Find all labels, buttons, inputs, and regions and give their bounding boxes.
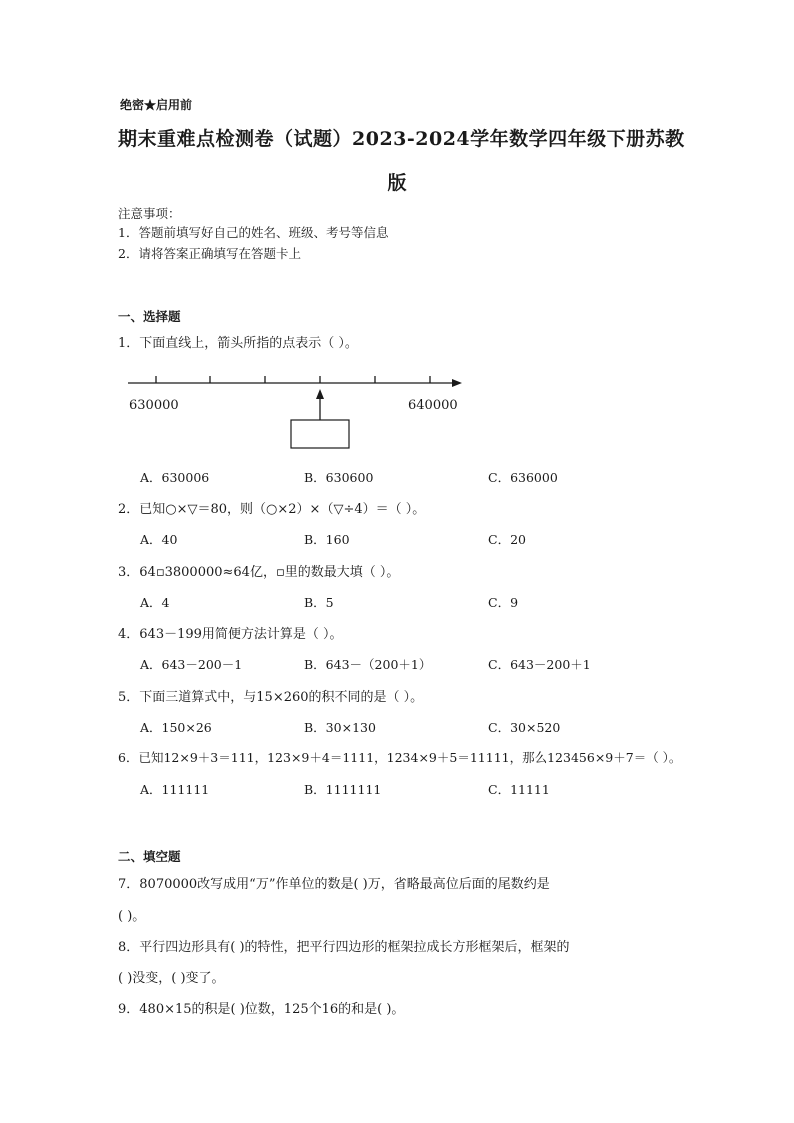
- axis-arrow-head: [452, 379, 462, 387]
- notice-item-2: 2．请将答案正确填写在答题卡上: [118, 246, 301, 261]
- notice-item-1: 1．答题前填写好自己的姓名、班级、考号等信息: [118, 225, 389, 240]
- q3-option-a: A．4: [140, 595, 170, 610]
- q3-option-b: B．5: [304, 595, 334, 610]
- q6-option-a: A．111111: [140, 782, 210, 797]
- question-8-line-2: ( )没变，( )变了。: [118, 971, 225, 986]
- q6-option-c: C．11111: [488, 782, 550, 797]
- exam-title: 期末重难点检测卷（试题）2023-2024学年数学四年级下册苏教: [118, 128, 685, 150]
- question-9-line-1: 9．480×15的积是( )位数，125个16的和是( )。: [118, 1002, 405, 1017]
- axis-left-label: 630000: [129, 398, 179, 413]
- section-choice-title: 一、选择题: [118, 309, 181, 324]
- q5-option-b: B．30×130: [304, 720, 376, 735]
- q5-option-a: A．150×26: [140, 720, 212, 735]
- section-fill-title: 二、填空题: [118, 849, 181, 864]
- question-7-line-2: ( )。: [118, 909, 146, 924]
- question-1-stem: 1．下面直线上，箭头所指的点表示（ ）。: [118, 336, 358, 351]
- question-7-line-1: 7．8070000改写成用“万”作单位的数是( )万，省略最高位后面的尾数约是: [118, 877, 550, 892]
- q4-option-a: A．643－200－1: [140, 657, 243, 672]
- q2-option-c: C．20: [488, 532, 526, 547]
- question-2-stem: 2．已知○×▽＝80，则（○×2）×（▽÷4）＝（ ）。: [118, 502, 426, 517]
- question-4-stem: 4．643－199用简便方法计算是（ ）。: [118, 627, 343, 642]
- question-3-stem: 3．64▫3800000≈64亿，▫里的数最大填（ ）。: [118, 565, 400, 580]
- q4-option-b: B．643－（200＋1）: [304, 657, 432, 672]
- q6-option-b: B．1111111: [304, 782, 382, 797]
- q2-option-b: B．160: [304, 532, 350, 547]
- q3-option-c: C．9: [488, 595, 519, 610]
- exam-title-continued: 版: [387, 172, 407, 194]
- question-8-line-1: 8．平行四边形具有( )的特性，把平行四边形的框架拉成长方形框架后，框架的: [118, 940, 570, 955]
- q5-option-c: C．30×520: [488, 720, 561, 735]
- pointer-arrow-head: [316, 389, 324, 399]
- confidential-mark: 绝密★启用前: [120, 98, 193, 112]
- notice-heading: 注意事项：: [118, 206, 181, 221]
- question-6-stem: 6．已知12×9＋3＝111，123×9＋4＝1111，1234×9＋5＝11111，那么123456×9＋7＝（ ）。: [118, 750, 682, 765]
- question-5-stem: 5．下面三道算式中，与15×260的积不同的是（ ）。: [118, 690, 424, 705]
- q2-option-a: A．40: [140, 532, 178, 547]
- q4-option-c: C．643－200＋1: [488, 657, 591, 672]
- q1-option-b: B．630600: [304, 470, 374, 485]
- answer-box: [291, 420, 349, 448]
- axis-right-label: 640000: [408, 398, 458, 413]
- q1-option-c: C．636000: [488, 470, 558, 485]
- q1-option-a: A．630006: [140, 470, 210, 485]
